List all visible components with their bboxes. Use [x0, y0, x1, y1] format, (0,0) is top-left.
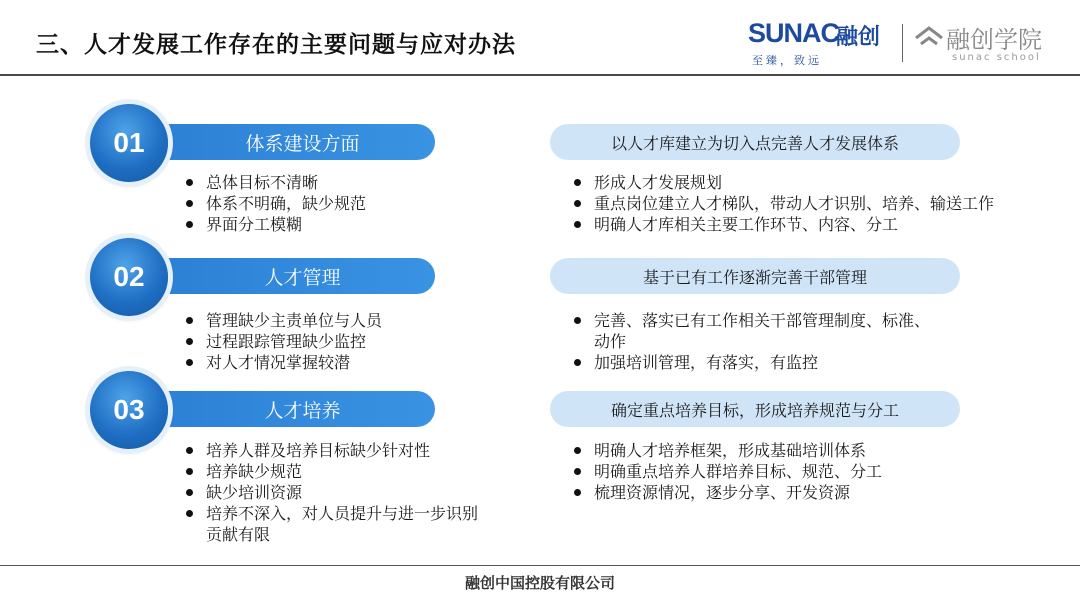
school-name-en: sunac school [952, 52, 1041, 63]
issue-list [182, 440, 492, 545]
solution-item: 形成人才发展规划 [570, 172, 1000, 193]
page-title: 三、人才发展工作存在的主要问题与应对办法 [36, 32, 516, 58]
logo-divider [902, 24, 903, 62]
section-number-badge: 02 [90, 238, 168, 316]
section-number-badge: 01 [90, 104, 168, 182]
solution-item: 加强培训管理，有落实，有监控 [570, 352, 940, 373]
logo-sunac-word: SUNAC [748, 18, 840, 48]
logo-slogan: 至臻，致远 [752, 54, 822, 67]
solution-item: 明确人才库相关主要工作环节、内容、分工 [570, 214, 1000, 235]
solution-item: 明确重点培养人群培养目标、规范、分工 [570, 461, 1000, 482]
footer-divider [0, 565, 1080, 566]
solution-item: 明确人才培养框架，形成基础培训体系 [570, 440, 1000, 461]
issue-item: 总体目标不清晰 [182, 172, 482, 193]
section-number-badge: 03 [90, 371, 168, 449]
footer-company-name: 融创中国控股有限公司 [464, 574, 615, 592]
issue-item: 界面分工模糊 [182, 214, 482, 235]
solution-item: 完善、落实已有工作相关干部管理制度、标准、动作 [570, 310, 940, 352]
issue-list [182, 172, 482, 235]
issue-item: 体系不明确，缺少规范 [182, 193, 482, 214]
company-logo [748, 18, 1058, 68]
issue-list [182, 310, 482, 373]
solution-title-bar: 确定重点培养目标，形成培养规范与分工 [550, 391, 960, 427]
issue-item: 培养缺少规范 [182, 461, 492, 482]
school-logo-icon [914, 24, 944, 50]
solution-list [570, 310, 940, 373]
issue-item: 对人才情况掌握较潜 [182, 352, 482, 373]
logo-sunac-cn: 融创 [836, 25, 881, 50]
issue-item: 管理缺少主责单位与人员 [182, 310, 482, 331]
issue-item: 缺少培训资源 [182, 482, 492, 503]
issue-item: 培养不深入，对人员提升与进一步识别贡献有限 [182, 503, 492, 545]
issue-item: 过程跟踪管理缺少监控 [182, 331, 482, 352]
header-divider [0, 74, 1080, 76]
solution-list [570, 172, 1000, 235]
section-title-bar: 体系建设方面 [140, 124, 435, 160]
solution-item: 梳理资源情况，逐步分享、开发资源 [570, 482, 1000, 503]
section-title-bar: 人才培养 [140, 391, 435, 427]
solution-title-bar: 基于已有工作逐渐完善干部管理 [550, 258, 960, 294]
solution-title-bar: 以人才库建立为切入点完善人才发展体系 [550, 124, 960, 160]
solution-item: 重点岗位建立人才梯队，带动人才识别、培养、输送工作 [570, 193, 1000, 214]
issue-item: 培养人群及培养目标缺少针对性 [182, 440, 492, 461]
school-name-cn: 融创学院 [946, 26, 1042, 54]
section-title-bar: 人才管理 [140, 258, 435, 294]
solution-list [570, 440, 1000, 503]
